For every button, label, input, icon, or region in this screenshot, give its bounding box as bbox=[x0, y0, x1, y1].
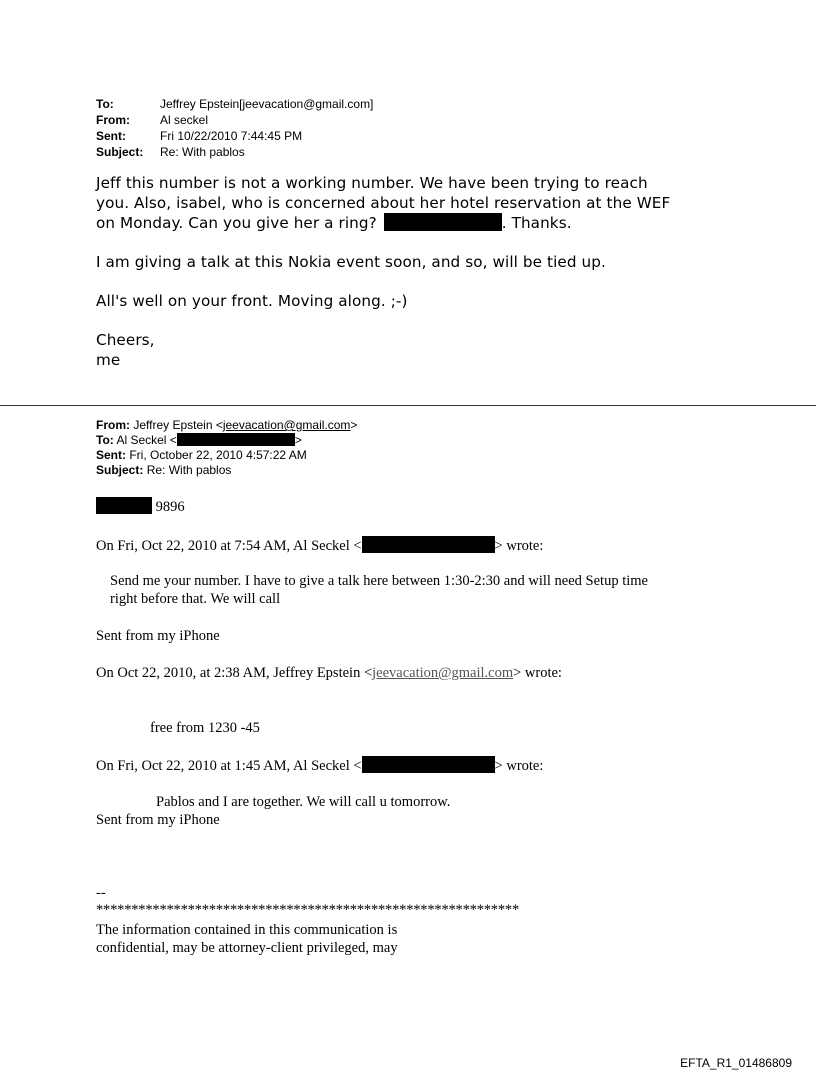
redaction-box bbox=[362, 756, 495, 773]
email-link[interactable]: jeevacation@gmail.com bbox=[372, 665, 514, 681]
quote-1 bbox=[110, 572, 648, 608]
quote-1-line-1: Send me your number. I have to give a talk here between 1:30-2:30 and will need Setup time bbox=[110, 573, 648, 589]
to-value: Jeffrey Epstein[jeevacation@gmail.com] bbox=[160, 97, 374, 111]
subject-row bbox=[96, 144, 373, 160]
quoted-to-label: To: bbox=[96, 433, 114, 447]
wrote-line-1-start: On Fri, Oct 22, 2010 at 7:54 AM, Al Seckel < bbox=[96, 538, 362, 554]
redaction-box bbox=[362, 536, 495, 553]
phone-number-line bbox=[96, 497, 185, 516]
quoted-subject-value: Re: With pablos bbox=[146, 463, 232, 477]
sent-label: Sent: bbox=[96, 129, 126, 143]
message-line-2: you. Also, isabel, who is concerned about her hotel reservation at the WEF bbox=[96, 193, 671, 212]
to-label: To: bbox=[96, 97, 114, 111]
from-value: Al seckel bbox=[160, 113, 209, 127]
quoted-sent-value: Fri, October 22, 2010 4:57:22 AM bbox=[129, 448, 307, 462]
message-line-3-start: on Monday. Can you give her a ring? bbox=[96, 214, 377, 232]
wrote-line-2-end: > wrote: bbox=[513, 665, 562, 681]
phone-number-suffix: 9896 bbox=[155, 499, 185, 515]
quoted-to-row bbox=[96, 433, 357, 448]
subject-label: Subject: bbox=[96, 145, 144, 159]
quoted-to-close: > bbox=[294, 433, 302, 447]
disclaimer bbox=[96, 921, 398, 957]
message-paragraph-1 bbox=[96, 174, 736, 234]
signoff-line-1: Cheers, bbox=[96, 331, 155, 349]
redaction-box bbox=[384, 213, 502, 231]
quoted-header bbox=[96, 418, 357, 478]
redaction-box bbox=[177, 433, 295, 446]
signoff-line-2: me bbox=[96, 350, 121, 369]
disclaimer-line-1: The information contained in this communication is bbox=[96, 922, 398, 938]
to-row bbox=[96, 96, 373, 112]
quoted-sent-label: Sent: bbox=[96, 448, 126, 462]
quoted-from-label: From: bbox=[96, 418, 130, 432]
message-body bbox=[96, 174, 736, 390]
wrote-line-1-end: > wrote: bbox=[494, 538, 544, 554]
document-id: EFTA_R1_01486809 bbox=[680, 1056, 792, 1070]
wrote-line-2 bbox=[96, 664, 562, 682]
quoted-subject-row bbox=[96, 463, 357, 478]
message-signoff bbox=[96, 331, 736, 370]
from-label: From: bbox=[96, 113, 130, 127]
wrote-line-1 bbox=[96, 536, 543, 555]
divider-line bbox=[0, 405, 816, 406]
redaction-box bbox=[96, 497, 152, 514]
quoted-subject-label: Subject: bbox=[96, 463, 144, 477]
quoted-to-value: Al Seckel < bbox=[116, 433, 177, 447]
signature-dashes: -- bbox=[96, 885, 106, 901]
subject-value: Re: With pablos bbox=[160, 145, 245, 159]
quoted-from-name: Jeffrey Epstein < bbox=[133, 418, 223, 432]
wrote-line-3-start: On Fri, Oct 22, 2010 at 1:45 AM, Al Seckel < bbox=[96, 758, 362, 774]
quoted-from-row bbox=[96, 418, 357, 433]
from-row bbox=[96, 112, 373, 128]
sent-from-iphone: Sent from my iPhone bbox=[96, 628, 220, 644]
message-paragraph-3: All's well on your front. Moving along. ;-) bbox=[96, 292, 408, 310]
message-line-3-end: . Thanks. bbox=[501, 214, 572, 232]
wrote-line-2-start: On Oct 22, 2010, at 2:38 AM, Jeffrey Epstein < bbox=[96, 665, 373, 681]
free-from-line: free from 1230 -45 bbox=[150, 720, 260, 736]
message-line-1: Jeff this number is not a working number. We have been trying to reach bbox=[96, 174, 648, 192]
sent-from-iphone-2: Sent from my iPhone bbox=[96, 812, 220, 828]
quoted-sent-row bbox=[96, 448, 357, 463]
pablos-line: Pablos and I are together. We will call u tomorrow. bbox=[156, 794, 451, 810]
email-header bbox=[96, 96, 373, 160]
wrote-line-3-end: > wrote: bbox=[494, 758, 544, 774]
signature-stars: ************************************************************ bbox=[96, 902, 520, 918]
wrote-line-3 bbox=[96, 756, 543, 775]
sent-row bbox=[96, 128, 373, 144]
quoted-from-email: jeevacation@gmail.com bbox=[222, 418, 351, 432]
disclaimer-line-2: confidential, may be attorney-client privileged, may bbox=[96, 940, 398, 956]
message-paragraph-2: I am giving a talk at this Nokia event soon, and so, will be tied up. bbox=[96, 253, 606, 271]
sent-value: Fri 10/22/2010 7:44:45 PM bbox=[160, 129, 303, 143]
quoted-from-close: > bbox=[350, 418, 358, 432]
quote-1-line-2: right before that. We will call bbox=[110, 591, 281, 607]
